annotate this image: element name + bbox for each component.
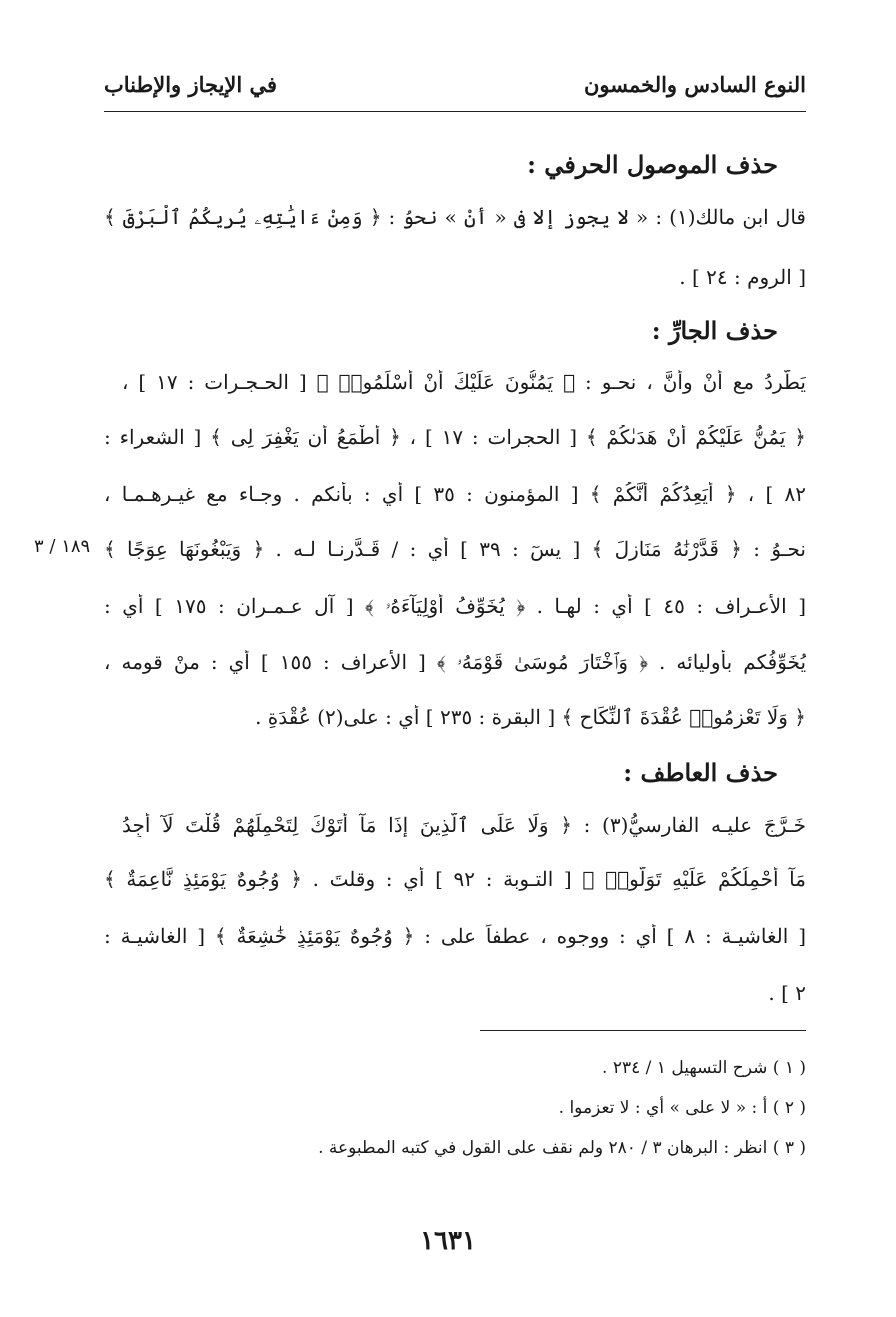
running-header-section: في الإيجاز والإطناب <box>104 72 278 97</box>
text-line: نحـوُ : ﴿ قَدَّرْنَٰهُ مَنَازِلَ ﴾ [ يسٓ : ٣٩ ] أي : / قَـدَّرنـا لـه . ﴿ وَيَبْغُونَهَا عِوَجًا ﴾ <box>104 537 806 561</box>
header-divider <box>104 111 806 112</box>
text-line: ٨٢ ] ، ﴿ أَيَعِدُكُمْ أَنَّكُمْ ﴾ [ المؤمنون : ٣٥ ] أي : بأنكم . وجـاء مع غيـرهـمـا ، <box>104 482 806 506</box>
running-header-chapter: النوع السادس والخمسون <box>584 72 806 97</box>
heading-omitted-relative: حذف الموصول الحرفي : <box>527 150 778 179</box>
text-line: مَآ أَحْمِلُكُمْ عَلَيْهِ تَوَلَّوا۟ ﴾ [ التـوبة : ٩٢ ] أي : وقلتَ . ﴿ وُجُوهٌ يَوْمَئِذٍ نَّاعِمَةٌ ﴾ <box>104 867 806 891</box>
text-line: ﴿ وَلَا تَعْزِمُوا۟ عُقْدَةَ ٱلنِّكَاحِ ﴾ [ البقرة : ٢٣٥ ] أي : على(٢) عُقْدَةِ . <box>255 705 806 729</box>
text-line: [ الروم : ٢٤ ] . <box>679 265 806 289</box>
text-line: [ الأعـراف : ٤٥ ] أي : لهـا . ﴿ يُخَوِّفُ أَوْلِيَآءَهُۥ ﴾ [ آل عـمـران : ١٧٥ ] أي : <box>104 594 806 618</box>
text-line: خَـرَّجَ عليـه الفارسيُّ(٣) : ﴿ وَلَا عَلَى ٱلَّذِينَ إِذَا مَآ أَتَوْكَ لِتَحْمِلَهُمْ قُلْتَ لَآ أَجِدُ <box>122 813 806 837</box>
page-number: ١٦٣١ <box>420 1226 476 1256</box>
text-line: يُخَوِّفُكم بأوليائه . ﴿ وَٱخْتَارَ مُوسَىٰ قَوْمَهُۥ ﴾ [ الأعراف : ١٥٥ ] أي : منْ قومه ، <box>104 650 806 674</box>
footnote: ( ٣ ) انظر : البرهان ٣ / ٢٨٠ ولم نقف على القول في كتبه المطبوعة . <box>318 1138 806 1158</box>
heading-omitted-preposition: حذف الجارِّ : <box>651 316 778 345</box>
footnote: ( ١ ) شرح التسهيل ١ / ٢٣٤ . <box>602 1058 806 1078</box>
footnote-divider <box>480 1030 806 1031</box>
text-line: ﴿ يَمُنُّ عَلَيْكُمْ أَنْ هَدَىٰكُمْ ﴾ [ الحجرات : ١٧ ] ، ﴿ أَطْمَعُ أَن يَغْفِرَ لِى ﴾ [ الشعراء : <box>104 425 806 449</box>
text-line: ٢ ] . <box>768 981 806 1005</box>
text-line: [ الغاشيـة : ٨ ] أي : ووجوه ، عطفاً على : ﴿ وُجُوهٌ يَوْمَئِذٍ خَٰشِعَةٌ ﴾ [ الغاشيـة : <box>104 924 806 948</box>
text-line: يَطَّرِدُ مع أنْ وأنَّ ، نحـو : ﴿ يَمُنُّونَ عَلَيْكَ أَنْ أَسْلَمُوا۟ ﴾ [ الحـجـرات : ١٧ ] ، <box>122 370 806 394</box>
footnote: ( ٢ ) أ : « لا على » أي : لا تعزموا . <box>558 1098 806 1118</box>
margin-page-marker: ١٨٩ / ٣ <box>34 536 91 557</box>
text-line: قال ابن مالك(١) : « لا يجوز إلا في « أنْ » نحوُ : ﴿ وَمِنْ ءَايَٰتِهِۦ يُرِيكُمُ ٱلْبَرْقَ ﴾ <box>104 205 806 229</box>
heading-omitted-conjunction: حذف العاطف : <box>623 758 778 787</box>
